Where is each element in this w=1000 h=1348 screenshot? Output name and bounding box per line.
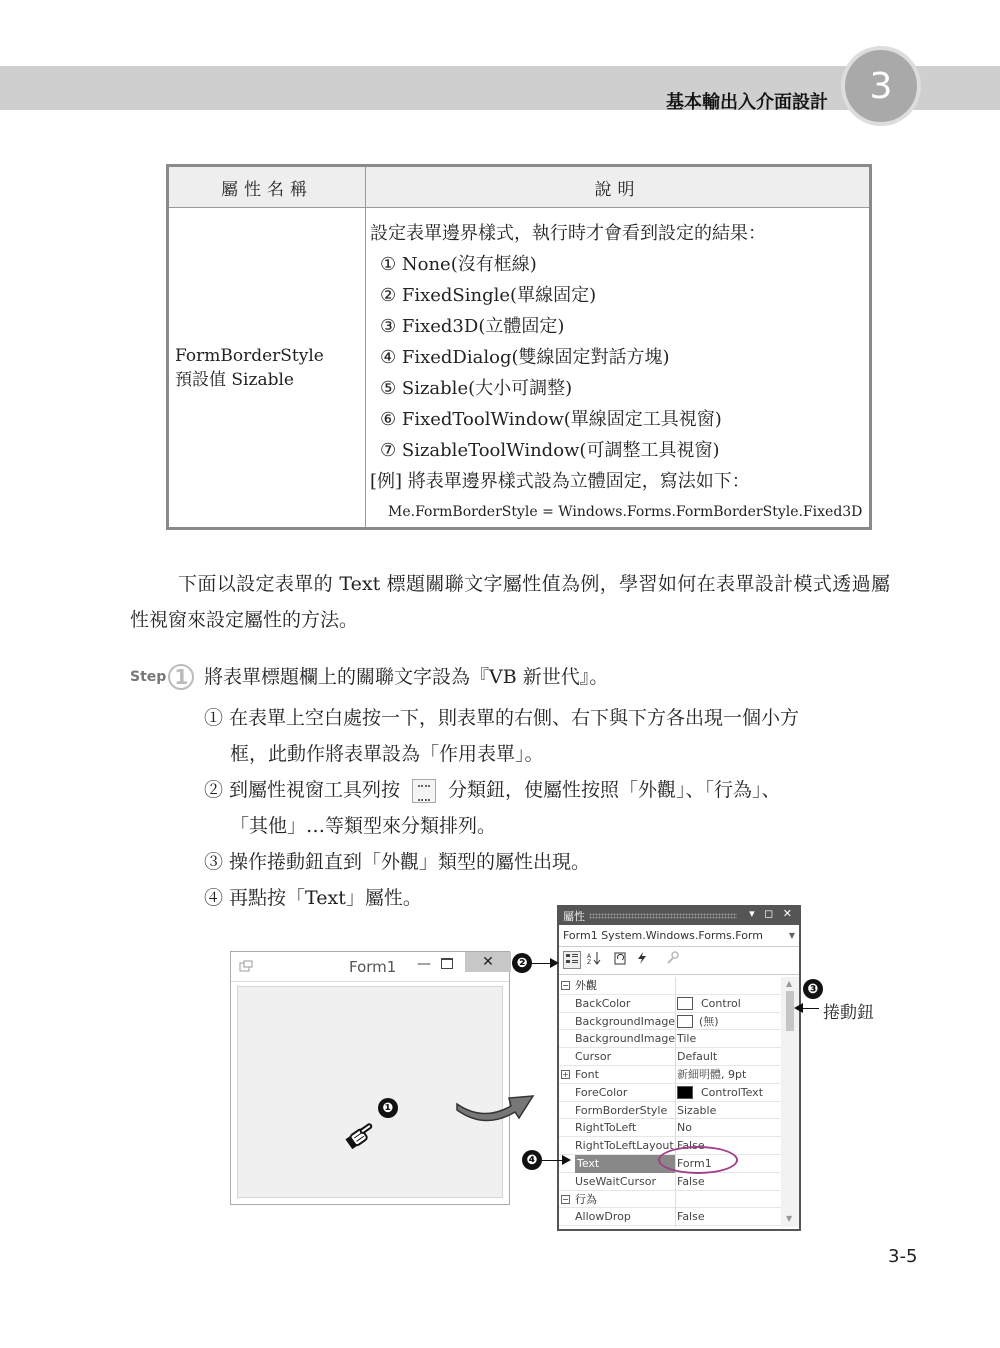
substep-1 — [204, 700, 894, 772]
table-header-row — [168, 166, 871, 208]
grid-row-backcolor[interactable]: BackColor Control — [559, 995, 783, 1013]
titlebar-grip — [589, 913, 737, 919]
categorized-icon — [412, 779, 436, 803]
callout-line-2 — [532, 963, 552, 964]
image-swatch — [677, 1015, 693, 1028]
table-row — [168, 208, 871, 529]
grid-divider — [675, 977, 676, 1227]
header-description: 說明 — [366, 166, 871, 208]
properties-window-controls[interactable]: ▾ ◻ ✕ — [749, 907, 795, 920]
substep-1-line1: ① 在表單上空白處按一下，則表單的右側、右下與下方各出現一個小方 — [204, 707, 800, 729]
color-swatch — [677, 997, 693, 1010]
callout-line-4 — [542, 1160, 564, 1161]
grid-row-text[interactable]: Text Form1 — [559, 1155, 783, 1173]
substep-2 — [204, 772, 894, 844]
alphabetical-button[interactable] — [585, 951, 603, 969]
body-paragraph: 下面以設定表單的 Text 標題關聯文字屬性值為例，學習如何在表單設計模式透過屬性視窗來設定屬性的方法。 — [130, 573, 890, 631]
grid-row-forecolor[interactable]: ForeColor ControlText — [559, 1084, 783, 1102]
grid-row-font[interactable]: + Font 新細明體, 9pt — [559, 1066, 783, 1084]
step-instruction: 將表單標題欄上的關聯文字設為『VB 新世代』。 — [204, 666, 609, 688]
list-item: ⑦ SizableToolWindow(可調整工具視窗) — [380, 440, 720, 461]
description-intro: 設定表單邊界樣式，執行時才會看到設定的結果： — [370, 223, 766, 244]
substep-4: ④ 再點按「Text」屬性。 — [204, 887, 422, 909]
page-number: 3-5 — [888, 1246, 918, 1267]
lightning-icon — [635, 951, 649, 965]
collapse-icon[interactable]: − — [562, 1194, 569, 1204]
arrowhead-left-icon — [794, 1003, 803, 1013]
scroll-button-label: 捲動鈕 — [823, 1003, 874, 1023]
step-word: Step — [130, 669, 167, 685]
pointing-hand-icon — [342, 1116, 378, 1152]
form1-title: Form1 — [349, 958, 397, 976]
grid-row-formborderstyle[interactable]: FormBorderStyle Sizable — [559, 1102, 783, 1120]
expand-icon[interactable]: + — [562, 1069, 569, 1079]
object-selector[interactable] — [559, 925, 799, 947]
chapter-title: 基本輸出入介面設計 — [666, 92, 828, 113]
substep-2-line2: 「其他」…等類型來分類排列。 — [230, 815, 497, 837]
marker-1: ❶ — [378, 1098, 398, 1118]
marker-3: ❸ — [803, 979, 823, 999]
events-button[interactable] — [633, 951, 651, 969]
grid-row-allowdrop[interactable]: AllowDrop False — [559, 1208, 783, 1226]
code-example: Me.FormBorderStyle = Windows.Forms.FormBorderStyle.Fixed3D — [388, 504, 863, 520]
grid-row-usewaitcursor[interactable]: UseWaitCursor False — [559, 1173, 783, 1191]
substep-1-line2: 框，此動作將表單設為「作用表單」。 — [230, 743, 544, 765]
svg-text:A: A — [587, 953, 592, 960]
minimize-button[interactable]: — — [417, 956, 431, 972]
list-item: ⑤ Sizable(大小可調整) — [380, 378, 573, 399]
arrowhead-right-icon — [562, 1155, 571, 1165]
wrench-icon — [665, 951, 679, 965]
collapse-icon[interactable]: − — [562, 981, 569, 990]
property-pages-icon — [613, 951, 627, 965]
step-label — [130, 664, 194, 690]
form1-window[interactable] — [230, 951, 510, 1205]
sort-alpha-icon — [587, 951, 601, 965]
color-swatch — [677, 1086, 693, 1099]
list-item: ② FixedSingle(單線固定) — [380, 285, 597, 306]
example-text: [例] 將表單邊界樣式設為立體固定，寫法如下： — [370, 471, 750, 492]
scroll-up-icon[interactable]: ▲ — [786, 979, 793, 988]
step-number: 1 — [168, 664, 194, 690]
grid-row-backgroundimage[interactable]: BackgroundImage (無) — [559, 1013, 783, 1031]
properties-window — [557, 905, 801, 1231]
property-description-cell — [366, 208, 871, 529]
substep-2-after: 分類鈕，使屬性按照「外觀」、「行為」、 — [448, 779, 781, 801]
arrowhead-right-icon — [550, 958, 559, 968]
chapter-number-badge: 3 — [841, 46, 921, 126]
grid-row-cursor[interactable]: Cursor Default — [559, 1048, 783, 1066]
chevron-down-icon[interactable]: ▼ — [788, 931, 795, 940]
svg-text:Z: Z — [587, 959, 592, 965]
property-name-cell — [168, 208, 366, 529]
substep-3: ③ 操作捲動鈕直到「外觀」類型的屬性出現。 — [204, 851, 591, 873]
list-item: ① None(沒有框線) — [380, 254, 537, 275]
marker-4: ❹ — [522, 1150, 542, 1170]
properties-titlebar[interactable] — [559, 907, 799, 925]
properties-title: 屬性 — [563, 910, 585, 923]
grid-row-righttoleft[interactable]: RightToLeft No — [559, 1119, 783, 1137]
substep-2-before: ② 到屬性視窗工具列按 — [204, 779, 401, 801]
object-selector-value: Form1 System.Windows.Forms.Form — [563, 929, 763, 942]
property-pages-button[interactable] — [611, 951, 629, 969]
grid-row-righttoleftlayout[interactable]: RightToLeftLayout False — [559, 1137, 783, 1155]
scroll-down-icon[interactable]: ▼ — [786, 1214, 793, 1223]
list-item: ④ FixedDialog(雙線固定對話方塊) — [380, 347, 670, 368]
property-name: FormBorderStyle — [175, 345, 324, 366]
curved-arrow-icon — [455, 1082, 535, 1132]
category-appearance[interactable]: − 外觀 — [559, 977, 783, 995]
callout-line-3 — [803, 1008, 819, 1009]
categorized-button[interactable] — [563, 951, 581, 969]
header-property-name: 屬性名稱 — [168, 166, 366, 208]
scroll-thumb[interactable] — [786, 991, 794, 1031]
form1-titlebar[interactable] — [231, 952, 509, 982]
list-item: ⑥ FixedToolWindow(單線固定工具視窗) — [380, 409, 722, 430]
property-table — [166, 164, 872, 530]
grid-row-backgroundimagelayout[interactable]: BackgroundImage Tile — [559, 1030, 783, 1048]
property-default: 預設值 Sizable — [175, 369, 294, 390]
wrench-button[interactable] — [663, 951, 681, 969]
category-behavior[interactable]: − 行為 — [559, 1191, 783, 1209]
text-value-highlight — [658, 1146, 738, 1174]
close-button[interactable]: ✕ — [465, 952, 511, 972]
list-item: ③ Fixed3D(立體固定) — [380, 316, 565, 337]
form-app-icon — [239, 960, 253, 974]
maximize-button[interactable] — [441, 958, 453, 969]
marker-2: ❷ — [512, 953, 532, 973]
vertical-scrollbar[interactable] — [781, 977, 799, 1227]
property-grid — [559, 977, 783, 1226]
properties-toolbar — [559, 947, 799, 975]
categorized-icon — [565, 952, 579, 966]
